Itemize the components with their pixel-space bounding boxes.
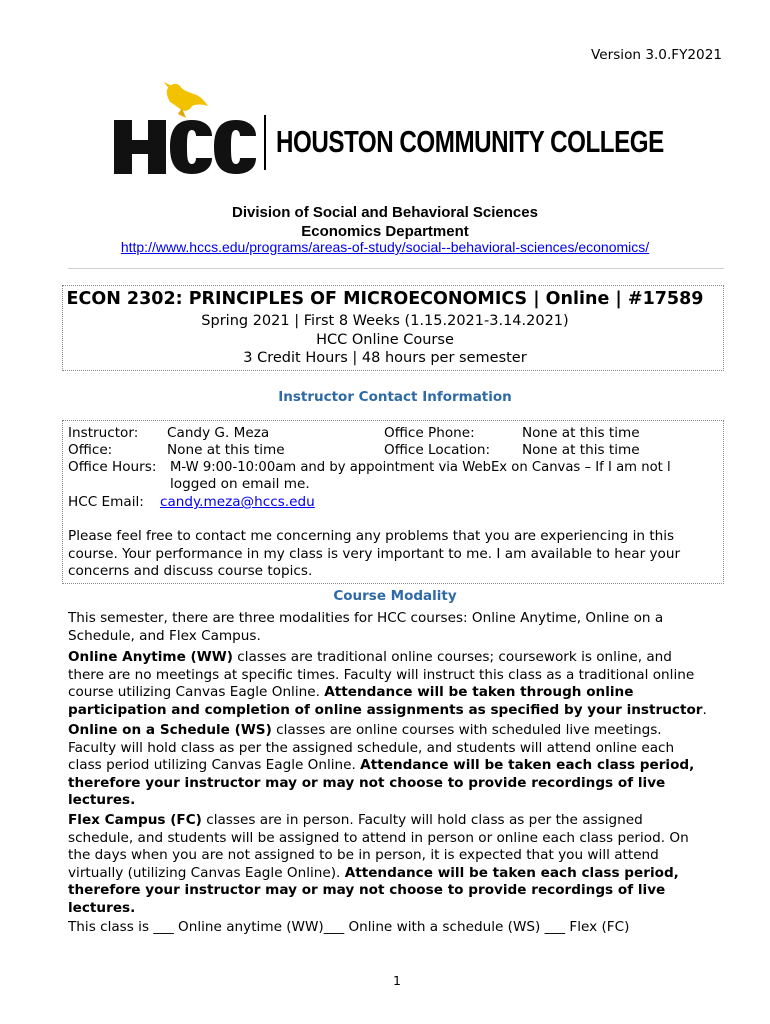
fc-line1: classes are in person. Faculty will hold class as per the assigned <box>201 812 643 828</box>
instructor-label: Instructor: <box>68 425 139 441</box>
modality-intro <box>68 610 728 645</box>
ww-line3-bold: Attendance will be taken through online <box>324 684 634 700</box>
version-label: Version 3.0.FY2021 <box>591 47 722 63</box>
ws-line2: Faculty will hold class as per the assigned schedule, and students will attend online each <box>68 739 675 756</box>
modality-ww <box>68 649 728 719</box>
department-url-row <box>0 239 770 255</box>
modality-intro-line2: Schedule, and Flex Campus. <box>68 627 261 644</box>
ws-line3: class period utilizing Canvas Eagle Online. <box>68 757 361 773</box>
office-location-label: Office Location: <box>384 442 491 458</box>
fc-line6-bold: lectures. <box>68 899 136 916</box>
fc-line5-bold: therefore your instructor may or may not choose to provide recordings of live <box>68 882 666 898</box>
course-title: ECON 2302: PRINCIPLES OF MICROECONOMICS | Online | #17589 <box>66 289 704 309</box>
logo-divider <box>264 115 266 170</box>
divider <box>68 268 724 269</box>
modality-ws <box>68 722 728 810</box>
email-link[interactable]: candy.meza@hccs.edu <box>160 494 315 510</box>
ww-line2: there are no meetings at specific times. Faculty will instruct this class as a traditional online <box>68 666 695 683</box>
office-phone-label: Office Phone: <box>384 425 475 441</box>
ww-line1: classes are traditional online courses; coursework is online, and <box>232 649 672 665</box>
ww-line3: course utilizing Canvas Eagle Online. <box>68 684 325 700</box>
contact-note-line1: Please feel free to contact me concerning any problems that you are experiencing in this <box>68 528 675 544</box>
ws-line3-bold: Attendance will be taken each class period, <box>360 757 695 773</box>
course-hours: 3 Credit Hours | 48 hours per semester <box>243 350 527 366</box>
fc-line4: virtually (utilizing Canvas Eagle Online). <box>68 864 345 881</box>
department-title: Economics Department <box>301 223 469 240</box>
fc-line3: the days when you are not assigned to be in person, it is expected that you will attend <box>68 847 659 863</box>
ws-line5-bold: lectures. <box>68 792 136 808</box>
course-format: HCC Online Course <box>316 332 454 348</box>
this-class-line: This class is ___ Online anytime (WW)___ Online with a schedule (WS) ___ Flex (FC) <box>68 919 630 935</box>
modality-fc <box>68 812 728 917</box>
office-hours-line1: M-W 9:00-10:00am and by appointment via WebEx on Canvas – If I am not l <box>170 460 671 475</box>
office-hours-line2: logged on email me. <box>170 476 310 492</box>
fc-term: Flex Campus (FC) <box>68 812 202 828</box>
page-number: 1 <box>393 973 401 988</box>
contact-heading: Instructor Contact Information <box>278 389 512 405</box>
office-phone-value: None at this time <box>522 425 640 441</box>
contact-note-line3: concerns and discuss course topics. <box>68 563 313 579</box>
modality-heading: Course Modality <box>333 588 457 604</box>
office-value: None at this time <box>167 442 285 458</box>
modality-intro-line1: This semester, there are three modalities for HCC courses: Online Anytime, Online on a <box>68 610 664 626</box>
division-block <box>0 203 770 241</box>
ww-term: Online Anytime (WW) <box>68 649 233 665</box>
ws-line4-bold: therefore your instructor may or may not choose to provide recordings of live <box>68 774 666 791</box>
department-link[interactable]: http://www.hccs.edu/programs/areas-of-study/social--behavioral-sciences/economics/ <box>120 239 650 255</box>
office-hours-label: Office Hours: <box>68 459 157 475</box>
hcc-eagle-logo <box>112 82 257 177</box>
office-label: Office: <box>68 442 113 458</box>
division-title: Division of Social and Behavioral Sciences <box>232 204 538 221</box>
ww-line4-bold: participation and completion of online assignments as specified by your instructor <box>68 701 703 718</box>
email-label: HCC Email: <box>68 494 144 510</box>
fc-line2: schedule, and students will be assigned to attend in person or online each class period. On <box>68 829 689 846</box>
ww-line4-end: . <box>702 701 707 718</box>
course-term: Spring 2021 | First 8 Weeks (1.15.2021-3.14.2021) <box>201 313 569 329</box>
ws-term: Online on a Schedule (WS) <box>68 722 272 738</box>
contact-note-line2: course. Your performance in my class is very important to me. I am available to hear your <box>68 546 681 562</box>
instructor-value: Candy G. Meza <box>167 425 270 441</box>
fc-line4-bold: Attendance will be taken each class period, <box>344 864 679 881</box>
college-name: HOUSTON COMMUNITY COLLEGE <box>276 124 664 159</box>
office-location-value: None at this time <box>522 442 640 458</box>
ws-line1: classes are online courses with scheduled live meetings. <box>271 722 662 738</box>
